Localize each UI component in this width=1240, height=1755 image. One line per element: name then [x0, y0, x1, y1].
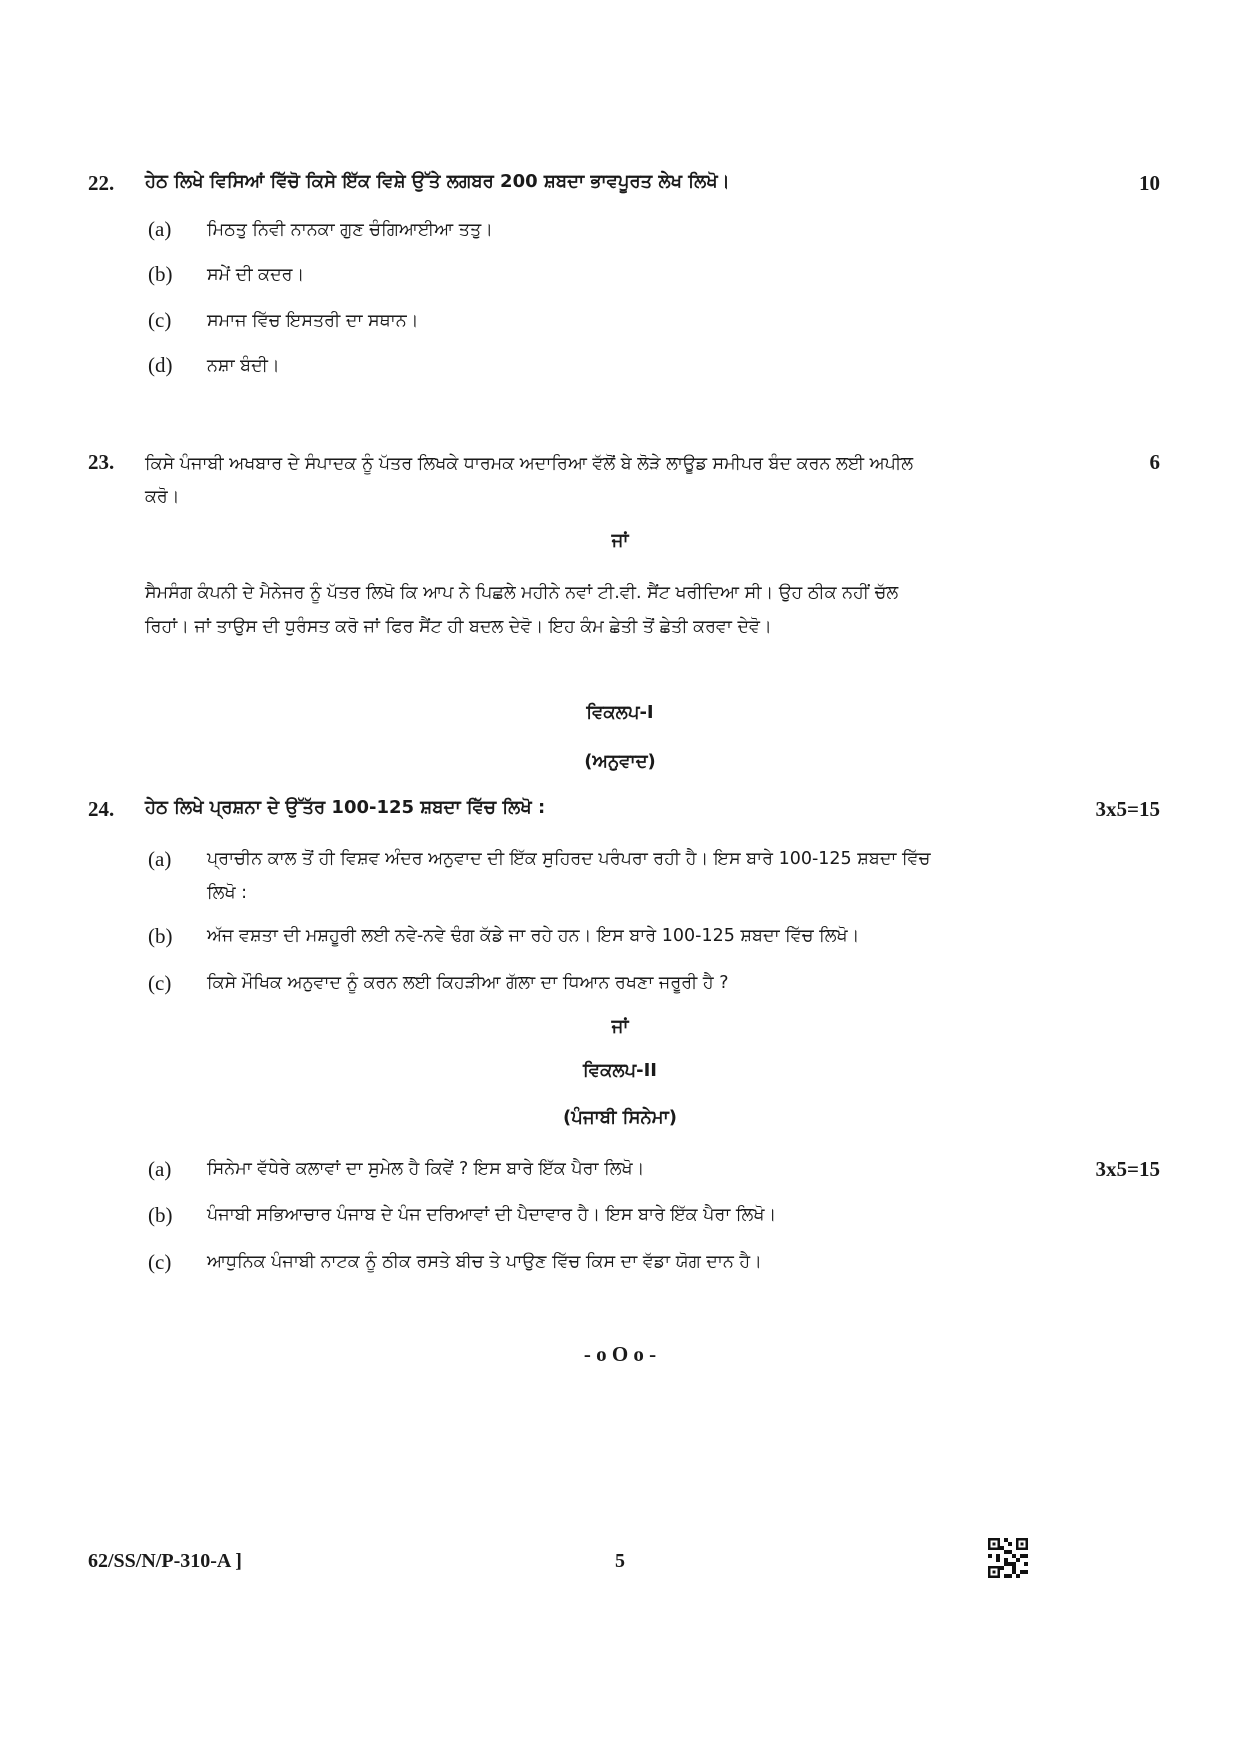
- q22-option-c-text: ਸਮਾਜ ਵਿੱਚ ਇਸਤਰੀ ਦਾ ਸਥਾਨ।: [207, 311, 419, 331]
- q23-alt-line1: ਸੈਮਸੰਗ ਕੰਪਨੀ ਦੇ ਮੈਨੇਜਰ ਨੂੰ ਪੱਤਰ ਲਿਖੋ ਕਿ ਆਪ ਨੇ ਪਿਛਲੇ ਮਹੀਨੇ ਨਵਾਂ ਟੀ.ਵੀ. ਸੈਂਟ ਖਰੀਦਿਆ ਸੀ। ਉਹ ਠੀਕ ਨਹੀਂ ਚੱਲ: [145, 583, 899, 603]
- option2-a-text: ਸਿਨੇਮਾ ਵੱਧੇਰੇ ਕਲਾਵਾਂ ਦਾ ਸੁਮੇਲ ਹੈ ਕਿਵੇਂ ? ਇਸ ਬਾਰੇ ਇੱਕ ਪੈਰਾ ਲਿਖੋ।: [207, 1159, 645, 1179]
- option2-marks: 3x5=15: [1095, 1157, 1160, 1181]
- q24-option-a-line1: ਪ੍ਰਾਚੀਨ ਕਾਲ ਤੋਂ ਹੀ ਵਿਸ਼ਵ ਅੰਦਰ ਅਨੁਵਾਦ ਦੀ ਇੱਕ ਸੁਹਿਰਦ ਪਰੰਪਰਾ ਰਹੀ ਹੈ। ਇਸ ਬਾਰੇ 100-125 ਸ਼ਬਦਾ ਵਿੱਚ: [207, 849, 931, 869]
- option1-subtitle: (ਅਨੁਵਾਦ): [584, 751, 656, 772]
- paper-code: 62/SS/N/P-310-A ]: [88, 1550, 242, 1572]
- q22-option-a-label: (a): [148, 217, 172, 241]
- q23-number: 23.: [88, 450, 115, 474]
- q24-number: 24.: [88, 797, 115, 821]
- q24-or-label: ਜਾਂ: [611, 1016, 629, 1037]
- q24-marks: 3x5=15: [1095, 797, 1160, 821]
- q22-option-d-text: ਨਸ਼ਾ ਬੰਦੀ।: [207, 356, 280, 376]
- q22-option-b-label: (b): [148, 262, 173, 286]
- q23-marks: 6: [1149, 450, 1160, 474]
- option2-a-label: (a): [148, 1157, 172, 1181]
- q24-option-b-label: (b): [148, 924, 173, 948]
- q22-option-a-text: ਮਿਠਤੁ ਨਿਵੀ ਨਾਨਕਾ ਗੁਣ ਚੰਗਿਆਈਆ ਤਤੁ।: [207, 220, 493, 240]
- q24-option-b-line1: ਅੱਜ ਵਸ਼ਤਾ ਦੀ ਮਸ਼ਹੂਰੀ ਲਈ ਨਵੇ-ਨਵੇ ਢੰਗ ਕੱਡੇ ਜਾ ਰਹੇ ਹਨ। ਇਸ ਬਾਰੇ 100-125 ਸ਼ਬਦਾ ਵਿੱਚ ਲਿਖੋ।: [207, 926, 860, 946]
- option2-b-label: (b): [148, 1203, 173, 1227]
- q22-number: 22.: [88, 171, 115, 195]
- q23-question-line1: ਕਿਸੇ ਪੰਜਾਬੀ ਅਖਬਾਰ ਦੇ ਸੰਪਾਦਕ ਨੂੰ ਪੱਤਰ ਲਿਖਕੇ ਧਾਰਮਕ ਅਦਾਰਿਆ ਵੱਲੋਂ ਬੇ ਲੋੜੇ ਲਾਊਡ ਸਮੀਪਰ ਬੰਦ ਕਰਨ ਲਈ ਅਪੀਲ: [145, 454, 914, 474]
- option2-b-text: ਪੰਜਾਬੀ ਸਭਿਆਚਾਰ ਪੰਜਾਬ ਦੇ ਪੰਜ ਦਰਿਆਵਾਂ ਦੀ ਪੈਦਾਵਾਰ ਹੈ। ਇਸ ਬਾਰੇ ਇੱਕ ਪੈਰਾ ਲਿਖੋ।: [207, 1205, 777, 1225]
- q23-alt-line2: ਰਿਹਾਂ। ਜਾਂ ਤਾਉਸ ਦੀ ਧੁਰੰਸਤ ਕਰੋ ਜਾਂ ਫਿਰ ਸੈਂਟ ਹੀ ਬਦਲ ਦੇਵੋ। ਇਹ ਕੰਮ ਛੇਤੀ ਤੋਂ ਛੇਤੀ ਕਰਵਾ ਦੇਵੋ।: [145, 617, 772, 637]
- q24-option-a-label: (a): [148, 847, 172, 871]
- option2-title: ਵਿਕਲਪ-II: [583, 1060, 657, 1081]
- q23-or-label: ਜਾਂ: [611, 530, 629, 551]
- q22-marks: 10: [1139, 171, 1160, 195]
- q23-question-line2: ਕਰੋ।: [145, 487, 180, 507]
- end-of-paper-mark: - o O o -: [583, 1342, 657, 1366]
- q22-option-b-text: ਸਮੇਂ ਦੀ ਕਦਰ।: [207, 265, 305, 285]
- q24-question: ਹੇਠ ਲਿਖੇ ਪ੍ਰਸ਼ਨਾ ਦੇ ਉੱਤੱਰ 100-125 ਸ਼ਬਦਾ ਵਿੱਚ ਲਿਖੋ :: [145, 797, 546, 818]
- option2-c-text: ਆਧੁਨਿਕ ਪੰਜਾਬੀ ਨਾਟਕ ਨੂੰ ਠੀਕ ਰਸਤੇ ਬੀਚ ਤੇ ਪਾਉਣ ਵਿੱਚ ਕਿਸ ਦਾ ਵੱਡਾ ਯੋਗ ਦਾਨ ਹੈ।: [207, 1252, 762, 1272]
- q24-option-c-label: (c): [148, 971, 172, 995]
- q24-option-a-line2: ਲਿਖੋ :: [207, 883, 248, 903]
- option2-c-label: (c): [148, 1250, 172, 1274]
- page-number: 5: [615, 1550, 625, 1572]
- option1-title: ਵਿਕਲਪ-I: [586, 702, 654, 723]
- q24-option-c-line1: ਕਿਸੇ ਮੌਖਿਕ ਅਨੁਵਾਦ ਨੂੰ ਕਰਨ ਲਈ ਕਿਹੜੀਆ ਗੱਲਾ ਦਾ ਧਿਆਨ ਰਖਣਾ ਜਰੂਰੀ ਹੈ ?: [207, 973, 729, 993]
- qr-code-icon: [988, 1538, 1028, 1582]
- q22-question: ਹੇਠ ਲਿਖੇ ਵਿਸਿਆਂ ਵਿੱਚੋ ਕਿਸੇ ਇੱਕ ਵਿਸ਼ੇ ਉੱਤੇ ਲਗਬਰ 200 ਸ਼ਬਦਾ ਭਾਵਪੂਰਤ ਲੇਖ ਲਿਖੋ।: [145, 171, 730, 192]
- q22-option-d-label: (d): [148, 353, 173, 377]
- option2-subtitle: (ਪੰਜਾਬੀ ਸਿਨੇਮਾ): [563, 1107, 677, 1128]
- q22-option-c-label: (c): [148, 308, 172, 332]
